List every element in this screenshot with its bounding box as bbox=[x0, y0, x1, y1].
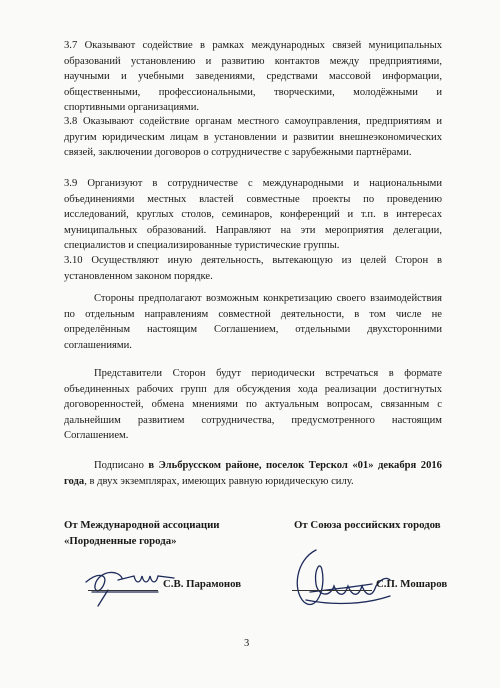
page-number: 3 bbox=[244, 638, 250, 649]
paragraph-signed bbox=[64, 458, 442, 489]
left-signatory-org-line1: От Международной ассоциации bbox=[64, 519, 220, 531]
left-signatory-label bbox=[64, 518, 220, 549]
paragraph-parties: Стороны предполагают возможным конкретизацию своего взаимодействия по отдельным направлениям совместной деятельности, в том числе не определённым настоящим Соглашением, отдельными двухсторонними соглашениями. bbox=[64, 293, 442, 351]
paragraph-meetings: Представители Сторон будут периодически встречаться в формате объединенных рабочих групп для обсуждения хода реализации достигнутых договоренностей, обмена мнениями по актуальным вопросам, связанным с дальнейшим развитием сотрудничества, предусмотренного настоящим Соглашением. bbox=[64, 368, 442, 442]
paragraph-3-10: 3.10 Осуществляют иную деятельность, вытекающую из целей Сторон в установленном законом порядке. bbox=[64, 255, 442, 282]
paragraph-3-9: 3.9 Организуют в сотрудничестве с международными и национальными объединениями местных властей совместные проекты по проведению исследований, круглых столов, семинаров, конференций и т.п. в интересах муниципальных образований. Направляют на эти мероприятия делегации, специалистов и специализированные туристические группы. bbox=[64, 178, 442, 252]
left-signatory-name: С.В. Парамонов bbox=[163, 578, 242, 590]
right-signature-line bbox=[292, 590, 372, 591]
right-signatory-label: От Союза российских городов bbox=[294, 519, 441, 531]
left-signature-line bbox=[88, 590, 158, 591]
paragraph-3-8: 3.8 Оказывают содействие органам местного самоуправления, предприятиям и другим юридическим лицам в установлении и развитии внешнеэкономических связей, заключении договоров о сотрудничестве с зарубежными партнёрами. bbox=[64, 116, 442, 159]
right-signatory-name: С.П. Мошаров bbox=[376, 578, 448, 590]
left-signatory-org-line2: «Породненные города» bbox=[64, 534, 177, 547]
paragraph-3-7: 3.7 Оказывают содействие в рамках международных связей муниципальных образований установлению и развитию контактов между предприятиями, научными и учебными заведениями, средствами массовой информации, общественными, профессиональными, творческими, молодёжными и спортивными организациями. bbox=[64, 40, 442, 114]
signed-suffix: , в двух экземплярах, имеющих равную юридическую силу. bbox=[84, 475, 354, 487]
signed-prefix: Подписано bbox=[94, 460, 149, 471]
signed-place-date: в Эльбрусском районе, поселок Терскол «01» декабря 2016 года bbox=[64, 460, 442, 487]
